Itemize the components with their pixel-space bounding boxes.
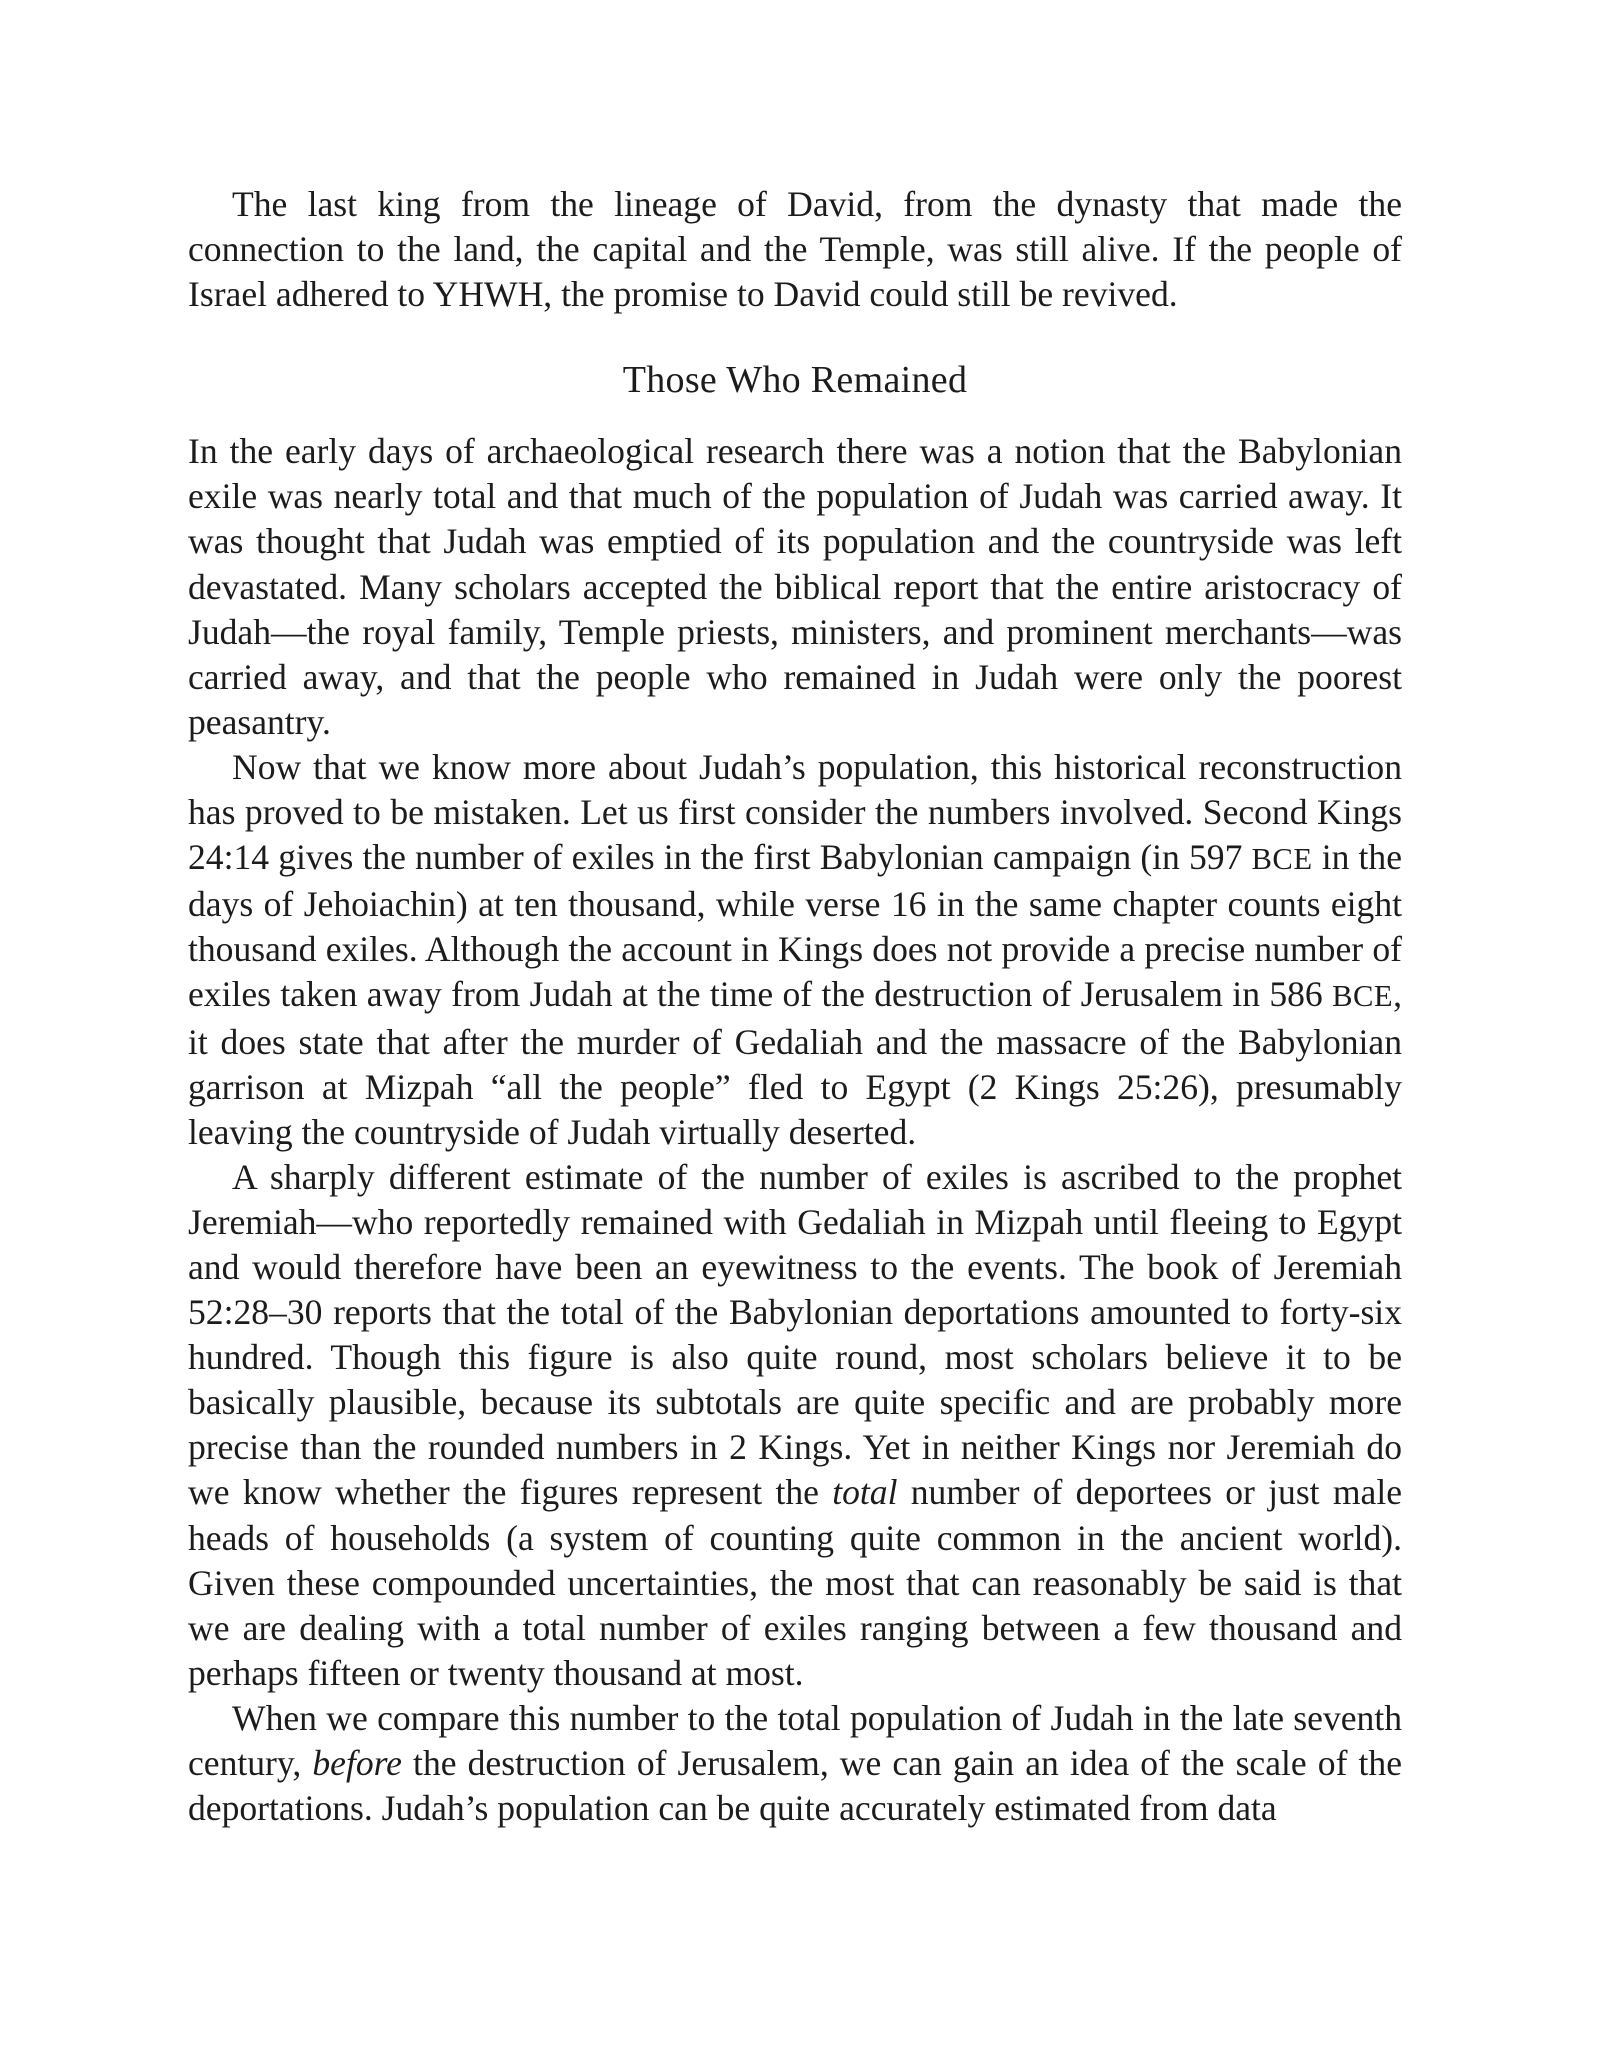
- paragraph-text: , it does state that after the murder of Gedaliah and the massacre of the Babylonian garrison at Mizpah “all the people” fled to Egypt (2 Kings 25:26), presumably leaving the countryside of Judah virtually deserted.: [188, 974, 1402, 1152]
- emphasized-word: total: [832, 1472, 898, 1513]
- paragraph-text: When we compare this number to the total population of Judah in the late seventh century,: [188, 1697, 1402, 1783]
- opening-paragraph: The last king from the lineage of David, from the dynasty that made the connection to the land, the capital and the Temple, was still alive. If the people of Israel adhered to YHWH, the promise to David could still be revived.: [188, 184, 1402, 315]
- era-abbreviation: BCE: [1251, 842, 1313, 877]
- paragraph-text: number of deportees or just male heads of households (a system of counting quite common in the ancient world). Given these compounded uncertainties, the most that can reasonably be said is that we are dealing with a total number of exiles ranging between a few thousand and perhaps fifteen or twenty thousand at most.: [188, 1472, 1402, 1693]
- paragraph-text: in the days of Jehoiachin) at ten thousand, while verse 16 in the same chapter counts eight thousand exiles. Although the account in Kings does not provide a precise number of exiles taken away from Judah at the time of the destruction of Jerusalem in 586: [188, 837, 1402, 1015]
- paragraph-text: A sharply different estimate of the number of exiles is ascribed to the prophet Jeremiah—who reportedly remained with Gedaliah in Mizpah until fleeing to Egypt and would therefore have been an eyewitness to the events. The book of Jeremiah 52:28–30 reports that the total of the Babylonian deportations amounted to forty-six hundred. Though this figure is also quite round, most scholars believe it to be basically plausible, because its subtotals are quite specific and are probably more precise than the rounded numbers in 2 Kings. Yet in neither Kings nor Jeremiah do we know whether the figures represent the: [188, 1156, 1402, 1513]
- book-page: [188, 182, 1402, 1831]
- paragraph-text: the destruction of Jerusalem, we can gain an idea of the scale of the deportations. Judah’s population can be quite accurately estimated from data: [188, 1743, 1402, 1829]
- section-heading: Those Who Remained: [622, 359, 968, 402]
- paragraph-population-comparison: [188, 1696, 1402, 1831]
- paragraph-jeremiah-estimate: [188, 1155, 1402, 1696]
- emphasized-word: before: [312, 1743, 402, 1783]
- paragraph-population-numbers: [188, 745, 1402, 1155]
- paragraph-text: Now that we know more about Judah’s population, this historical reconstruction has proved to be mistaken. Let us first consider the numbers involved. Second Kings 24:14 gives the number of exiles in the first Babylonian campaign (in 597: [188, 746, 1402, 878]
- era-abbreviation: BCE: [1332, 979, 1394, 1014]
- paragraph-early-research: In the early days of archaeological research there was a notion that the Babylonian exile was nearly total and that much of the population of Judah was carried away. It was thought that Judah was emptied of its population and the countryside was left devastated. Many scholars accepted the biblical report that the entire aristocracy of Judah—the royal family, Temple priests, ministers, and prominent merchants—was carried away, and that the people who remained in Judah were only the poorest peasantry.: [188, 431, 1402, 742]
